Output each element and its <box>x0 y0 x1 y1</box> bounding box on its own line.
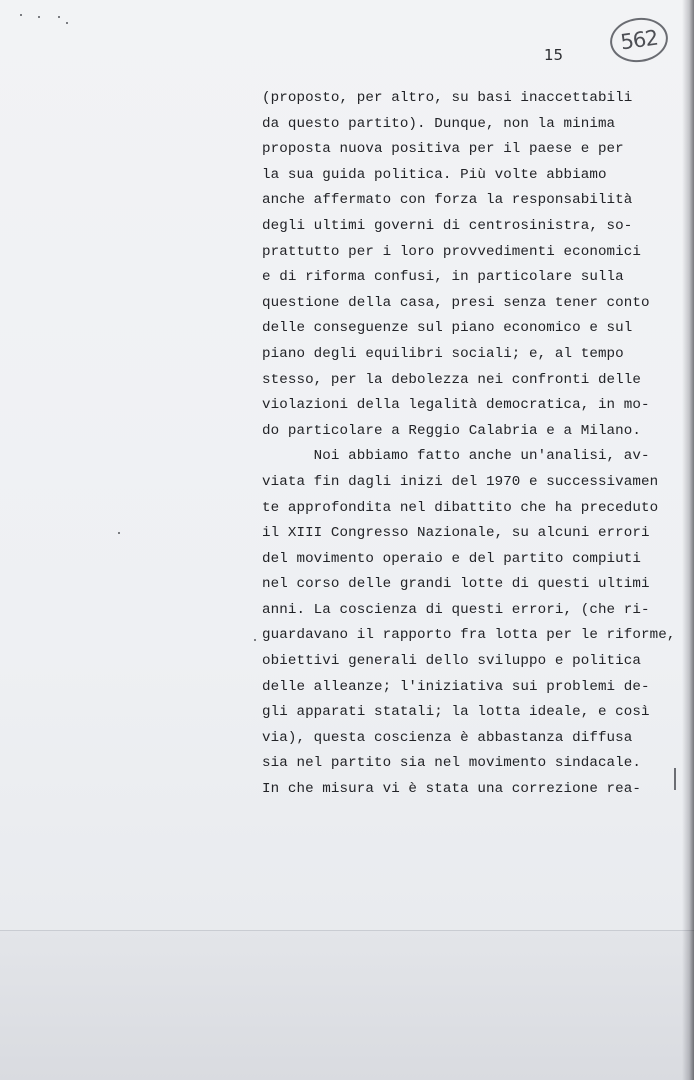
text-line: gli apparati statali; la lotta ideale, e così <box>262 704 650 721</box>
text-line: da questo partito). Dunque, non la minima <box>262 115 616 132</box>
text-line: del movimento operaio e del partito compiuti <box>262 550 642 567</box>
text-line: proposta nuova positiva per il paese e per <box>262 141 624 158</box>
text-line: la sua guida politica. Più volte abbiamo <box>262 166 607 183</box>
text-line: prattutto per i loro provvedimenti economici <box>262 243 642 260</box>
text-line: delle conseguenze sul piano economico e sul <box>262 320 633 337</box>
text-line: te approfondita nel dibattito che ha preceduto <box>262 499 659 516</box>
text-line: sia nel partito sia nel movimento sindacale. <box>262 755 642 772</box>
text-line: anni. La coscienza di questi errori, (che ri- <box>262 601 650 618</box>
text-line: stesso, per la debolezza nei confronti delle <box>262 371 642 388</box>
scan-speck <box>20 14 22 16</box>
scan-speck <box>58 16 60 18</box>
text-line: questione della casa, presi senza tener conto <box>262 294 650 311</box>
typewritten-text <box>262 86 682 803</box>
text-line: guardavano il rapporto fra lotta per le riforme, <box>262 627 676 644</box>
archive-stamp <box>607 14 671 66</box>
underlying-sheet <box>0 930 694 1080</box>
text-line: delle alleanze; l'iniziativa sui problemi de- <box>262 678 650 695</box>
text-line: via), questa coscienza è abbastanza diffusa <box>262 729 633 746</box>
text-line: obiettivi generali dello sviluppo e politica <box>262 653 642 670</box>
scan-speck <box>254 639 256 641</box>
scan-speck <box>118 532 120 534</box>
text-line: e di riforma confusi, in particolare sulla <box>262 269 624 286</box>
text-line: piano degli equilibri sociali; e, al tempo <box>262 345 624 362</box>
archive-stamp-number: 562 <box>618 25 660 55</box>
scan-speck <box>38 16 40 18</box>
text-line: Noi abbiamo fatto anche un'analisi, av- <box>262 448 650 465</box>
text-line: (proposto, per altro, su basi inaccettabili <box>262 90 633 106</box>
scan-speck <box>66 22 68 24</box>
text-line: il XIII Congresso Nazionale, su alcuni errori <box>262 525 650 542</box>
page-edge-shadow <box>682 0 694 1080</box>
text-line: nel corso delle grandi lotte di questi ultimi <box>262 576 650 593</box>
margin-mark <box>674 768 676 790</box>
text-line: degli ultimi governi di centrosinistra, so- <box>262 217 633 234</box>
text-line: viata fin dagli inizi del 1970 e successivamen <box>262 473 659 490</box>
page-number: 15 <box>544 46 564 64</box>
text-line: anche affermato con forza la responsabilità <box>262 192 633 209</box>
text-line: violazioni della legalità democratica, in mo- <box>262 397 650 414</box>
text-line: do particolare a Reggio Calabria e a Milano. <box>262 422 642 439</box>
text-line: In che misura vi è stata una correzione rea- <box>262 781 642 798</box>
